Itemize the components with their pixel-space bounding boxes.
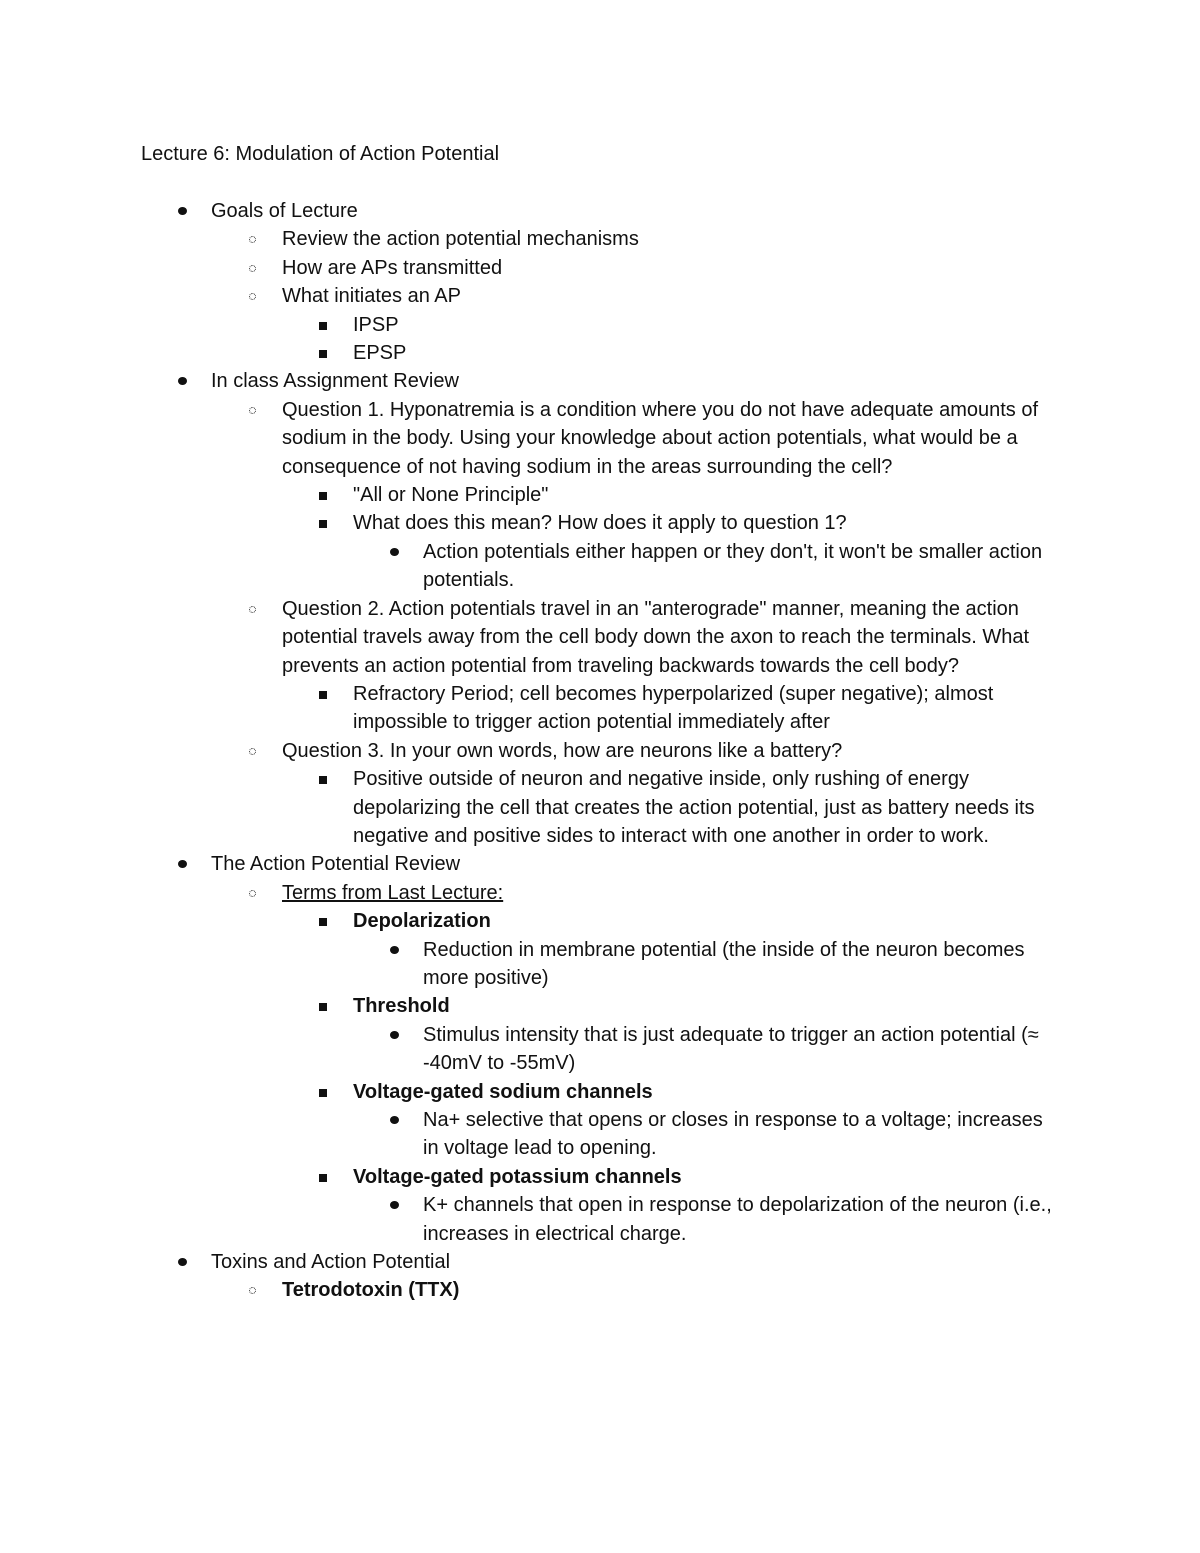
list-item — [0, 396, 1200, 481]
list-item-text: Na+ selective that opens or closes in response to a voltage; increases in voltage lead to opening. — [423, 1109, 1043, 1160]
list-item — [0, 1191, 1200, 1248]
bullet-ring-icon — [245, 1276, 265, 1304]
list-item-text: The Action Potential Review — [211, 853, 461, 876]
bullet-ring-icon — [245, 225, 265, 253]
list-item-text: Tetrodotoxin (TTX) — [282, 1279, 460, 1302]
list-item-text: K+ channels that open in response to depolarization of the neuron (i.e., increases in electrical charge. — [423, 1194, 1052, 1245]
list-item-text: Question 3. In your own words, how are neurons like a battery? — [282, 739, 843, 762]
list-item — [0, 879, 1200, 907]
bullet-square-icon — [316, 1163, 336, 1191]
list-item — [0, 282, 1200, 310]
bullet-dot-icon — [387, 1191, 407, 1219]
lecture-title: Lecture 6: Modulation of Action Potential — [141, 143, 500, 165]
list-item-text: Threshold — [353, 995, 450, 1018]
bullet-ring-icon — [245, 254, 265, 282]
bullet-ring-icon — [245, 737, 265, 765]
bullet-square-icon — [316, 992, 336, 1020]
list-item-text: What does this mean? How does it apply to question 1? — [353, 512, 847, 535]
list-item — [0, 1276, 1200, 1304]
list-item-text: Terms from Last Lecture: — [282, 881, 504, 904]
list-item-text: Positive outside of neuron and negative inside, only rushing of energy depolarizing the cell that creates the action potential, just as battery needs its negative and positive sides to interact with one another in order to work. — [353, 768, 1035, 847]
list-item-text: Refractory Period; cell becomes hyperpolarized (super negative); almost impossible to trigger action potential immediately after — [353, 682, 994, 734]
list-item-text: Depolarization — [353, 910, 491, 933]
list-item-text: Voltage-gated sodium channels — [353, 1080, 653, 1103]
bullet-square-icon — [316, 509, 336, 537]
list-item — [0, 339, 1200, 367]
list-item-text: Review the action potential mechanisms — [282, 228, 639, 251]
list-item — [0, 1163, 1200, 1191]
list-item — [0, 367, 1200, 395]
bullet-ring-icon — [245, 282, 265, 310]
list-item — [0, 907, 1200, 935]
list-item — [0, 1106, 1200, 1163]
list-item-text: Question 1. Hyponatremia is a condition where you do not have adequate amounts of sodium in the body. Using your knowledge about action potentials, what would be a consequence of not having sodium in the areas surrounding the cell? — [282, 398, 1039, 478]
list-item-text: How are APs transmitted — [282, 256, 503, 279]
bullet-square-icon — [316, 311, 336, 339]
list-item — [0, 509, 1200, 537]
list-item-text: Voltage-gated potassium channels — [353, 1165, 682, 1188]
list-item — [0, 225, 1200, 253]
list-item — [0, 850, 1200, 878]
list-item — [0, 538, 1200, 595]
bullet-dot-icon — [387, 936, 407, 964]
bullet-dot-icon — [175, 367, 195, 395]
bullet-dot-icon — [175, 850, 195, 878]
list-item-text: In class Assignment Review — [211, 370, 459, 393]
list-item-text: EPSP — [353, 342, 407, 365]
list-item — [0, 1021, 1200, 1078]
bullet-dot-icon — [387, 1106, 407, 1134]
list-item — [0, 254, 1200, 282]
list-item — [0, 936, 1200, 993]
bullet-ring-icon — [245, 879, 265, 907]
list-item-text: IPSP — [353, 313, 399, 336]
list-item-text: Action potentials either happen or they don't, it won't be smaller action potentials. — [423, 540, 1043, 592]
list-item-text: Reduction in membrane potential (the inside of the neuron becomes more positive) — [423, 938, 1025, 989]
list-item — [0, 197, 1200, 225]
list-item — [0, 680, 1200, 737]
list-item-text: "All or None Principle" — [353, 484, 549, 507]
bullet-square-icon — [316, 907, 336, 935]
list-item — [0, 1248, 1200, 1276]
list-item — [0, 737, 1200, 765]
bullet-square-icon — [316, 680, 336, 708]
list-item — [0, 765, 1200, 850]
bullet-ring-icon — [245, 595, 265, 623]
list-item — [0, 992, 1200, 1020]
bullet-ring-icon — [245, 396, 265, 424]
bullet-square-icon — [316, 339, 336, 367]
bullet-dot-icon — [387, 538, 407, 566]
bullet-dot-icon — [175, 197, 195, 225]
list-item — [0, 1078, 1200, 1106]
list-item-text: Goals of Lecture — [211, 200, 358, 222]
bullet-dot-icon — [387, 1021, 407, 1049]
list-item-text: Question 2. Action potentials travel in an "anterograde" manner, meaning the action potential travels away from the cell body down the axon to reach the terminals. What prevents an action potential from traveling backwards towards the cell body? — [282, 597, 1030, 677]
list-item — [0, 311, 1200, 339]
bullet-dot-icon — [175, 1248, 195, 1276]
bullet-square-icon — [316, 481, 336, 509]
outline-list — [0, 197, 1200, 1305]
list-item — [0, 595, 1200, 680]
bullet-square-icon — [316, 765, 336, 793]
list-item-text: Stimulus intensity that is just adequate to trigger an action potential (≈ -40mV to -55mV) — [423, 1023, 1039, 1075]
list-item-text: What initiates an AP — [282, 285, 461, 308]
list-item — [0, 481, 1200, 509]
list-item-text: Toxins and Action Potential — [211, 1251, 451, 1274]
bullet-square-icon — [316, 1078, 336, 1106]
